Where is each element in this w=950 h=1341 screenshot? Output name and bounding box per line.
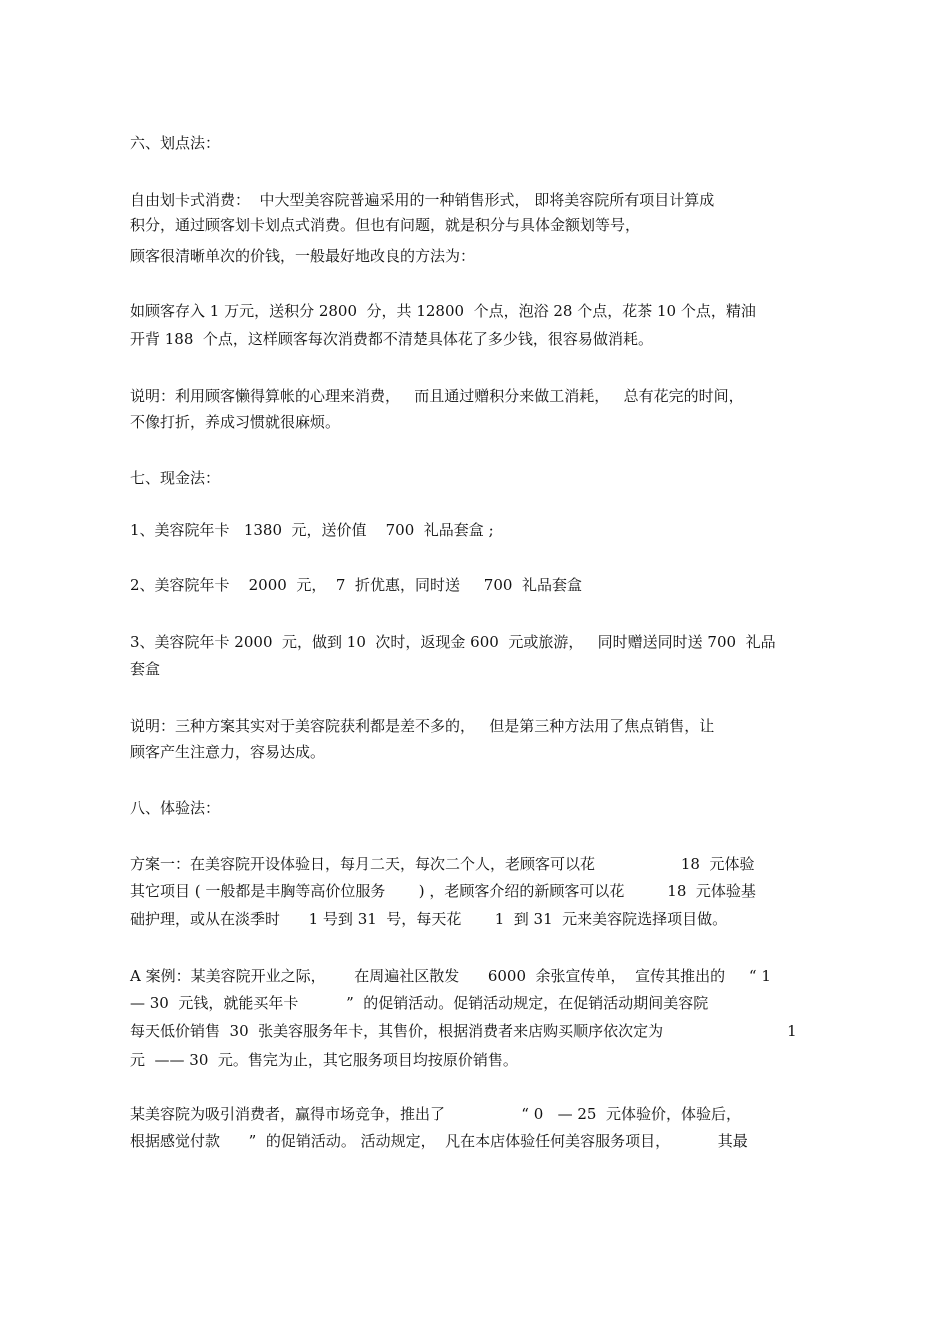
paragraph-line: 顾客很清晰单次的价钱，一般最好地改良的方法为：: [130, 247, 476, 265]
list-item: 套盒: [130, 660, 161, 678]
heading-section-8: 八、体验法：: [130, 799, 221, 817]
heading-section-6: 六、划点法：: [130, 134, 221, 152]
paragraph-line: 某美容院为吸引消费者，赢得市场竞争，推出了 “ 0 — 25 元体验价，体验后，: [130, 1105, 741, 1123]
paragraph-line: A 案例：某美容院开业之际， 在周遍社区散发 6000 余张宣传单， 宣传其推出的 “ 1: [130, 967, 771, 985]
paragraph-line: 础护理，或从在淡季时 1 号到 31 号，每天花 1 到 31 元来美容院选择项目做。: [130, 910, 728, 928]
paragraph-line: — 30 元钱，就能买年卡 ” 的促销活动。促销活动规定，在促销活动期间美容院: [130, 994, 709, 1012]
list-item: 1、美容院年卡 1380 元，送价值 700 礼品套盒 ;: [130, 521, 494, 539]
paragraph-line: 不像打折，养成习惯就很麻烦。: [130, 413, 341, 431]
paragraph-line: 自由划卡式消费： 中大型美容院普遍采用的一种销售形式， 即将美容院所有项目计算成: [130, 191, 715, 209]
paragraph-line: 顾客产生注意力，容易达成。: [130, 743, 326, 761]
list-item: 3、美容院年卡 2000 元，做到 10 次时，返现金 600 元或旅游， 同时赠送同时送 700 礼品: [130, 633, 776, 651]
list-item: 2、美容院年卡 2000 元， 7 折优惠，同时送 700 礼品套盒: [130, 576, 582, 594]
paragraph-line: 说明：利用顾客懒得算帐的心理来消费， 而且通过赠积分来做工消耗， 总有花完的时间，: [130, 387, 744, 405]
paragraph-line: 元 —— 30 元。售完为止，其它服务项目均按原价销售。: [130, 1051, 518, 1069]
paragraph-line: 其它项目 ( 一般都是丰胸等高价位服务 ) ，老顾客介绍的新顾客可以花 18 元体验基: [130, 882, 756, 900]
paragraph-line: 方案一：在美容院开设体验日，每月二天，每次二个人，老顾客可以花 18 元体验: [130, 855, 755, 873]
paragraph-line: 如顾客存入 1 万元，送积分 2800 分，共 12800 个点，泡浴 28 个点，花茶 10 个点，精油: [130, 302, 756, 320]
paragraph-line: 根据感觉付款 ” 的促销活动。 活动规定， 凡在本店体验任何美容服务项目， 其最: [130, 1132, 748, 1150]
paragraph-line: 说明：三种方案其实对于美容院获利都是差不多的， 但是第三种方法用了焦点销售，让: [130, 717, 715, 735]
paragraph-line: 开背 188 个点，这样顾客每次消费都不清楚具体花了多少钱，很容易做消耗。: [130, 330, 653, 348]
paragraph-line: 每天低价销售 30 张美容服务年卡，其售价，根据消费者来店购买顺序依次定为 1: [130, 1022, 797, 1040]
paragraph-line: 积分，通过顾客划卡划点式消费。但也有问题，就是积分与具体金额划等号，: [130, 216, 641, 234]
heading-section-7: 七、现金法：: [130, 469, 221, 487]
